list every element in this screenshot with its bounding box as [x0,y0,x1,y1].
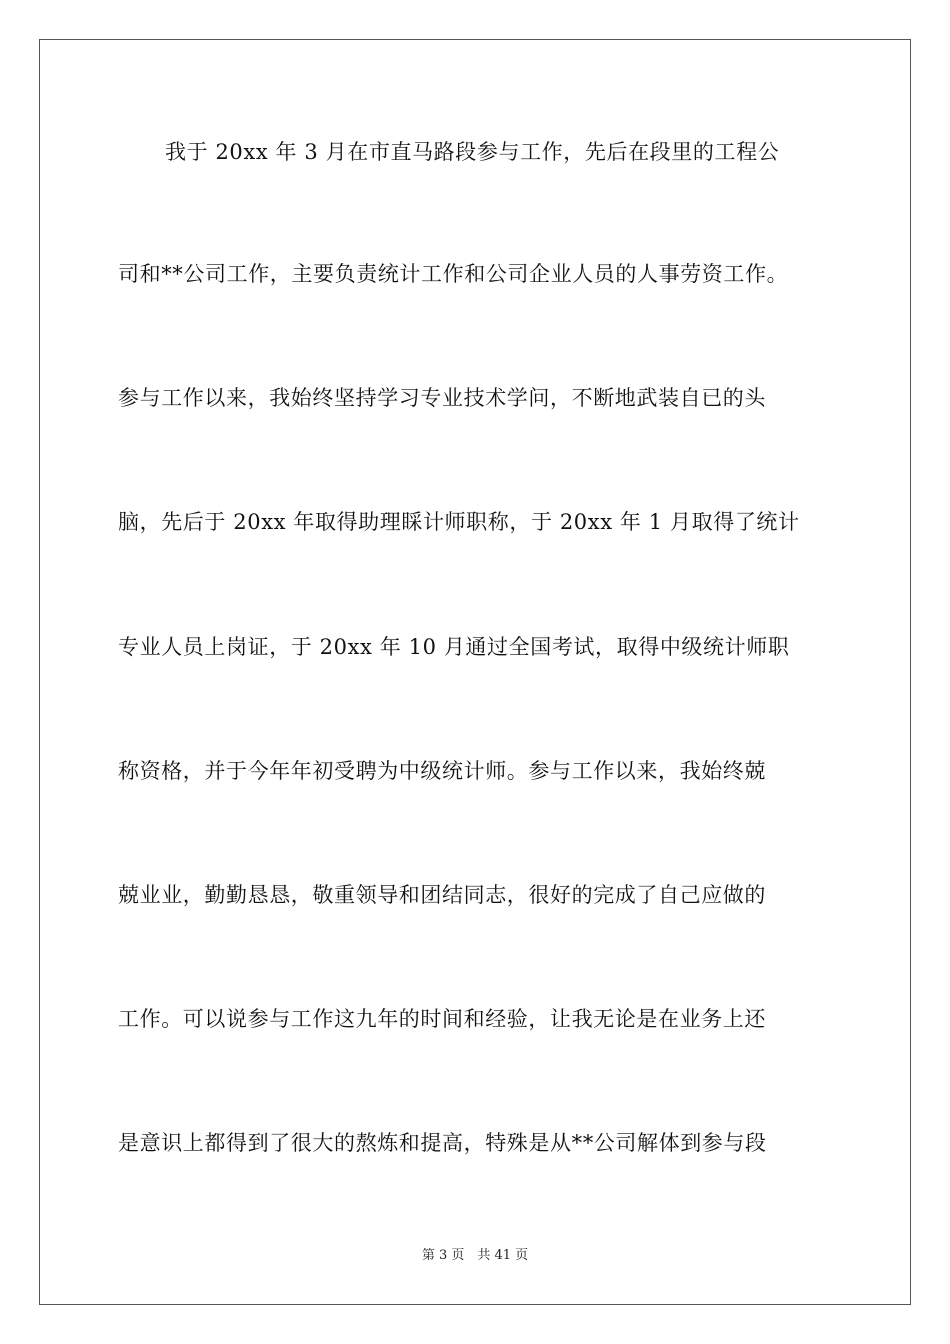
text-line: 是意识上都得到了很大的熬炼和提高，特殊是从**公司解体到参与段 [118,1131,767,1155]
text-line: 专业人员上岗证，于 20xx 年 10 月通过全国考试，取得中级统计师职 [118,635,790,659]
text-line: 兢业业，勤勤恳恳，敬重领导和团结同志，很好的完成了自己应做的 [118,883,766,907]
text-line: 我于 20xx 年 3 月在市直马路段参与工作，先后在段里的工程公 [165,140,780,164]
page-footer [0,1247,950,1265]
text-line: 司和**公司工作，主要负责统计工作和公司企业人员的人事劳资工作。 [118,262,789,286]
text-line: 脑，先后于 20xx 年取得助理睬计师职称，于 20xx 年 1 月取得了统计 [118,510,800,534]
page-number: 第 3 页 [421,1248,465,1263]
text-line: 参与工作以来，我始终坚持学习专业技术学问，不断地武装自已的头 [118,386,766,410]
page-total: 共 41 页 [477,1248,529,1263]
text-line: 称资格，并于今年年初受聘为中级统计师。参与工作以来，我始终兢 [118,759,766,783]
text-line: 工作。可以说参与工作这九年的时间和经验，让我无论是在业务上还 [118,1007,766,1031]
page-border [39,39,911,1305]
